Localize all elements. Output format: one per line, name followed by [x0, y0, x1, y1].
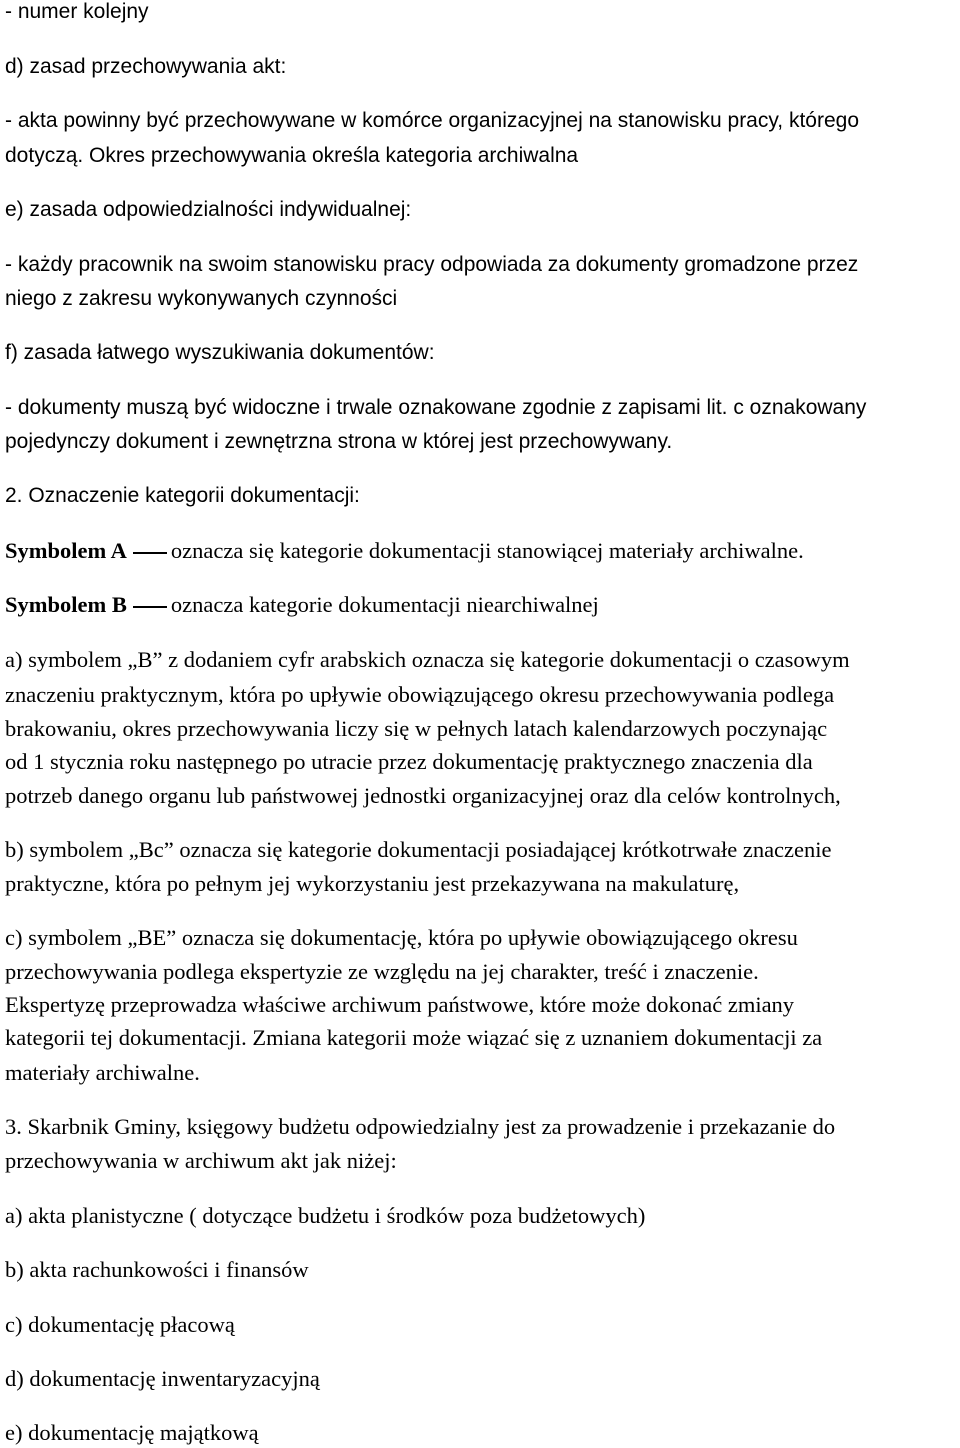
symbol-b-definition	[5, 593, 599, 617]
list-item: e) dokumentację majątkową	[5, 1420, 259, 1445]
section-d-heading: d) zasad przechowywania akt:	[5, 55, 287, 78]
section-3-heading: 3. Skarbnik Gminy, księgowy budżetu odpowiedzialny jest za prowadzenie i przekazanie do	[5, 1114, 836, 1139]
symbol-b-text: oznacza kategorie dokumentacji niearchiwalnej	[170, 592, 599, 617]
paragraph-line: praktyczne, która po pełnym jej wykorzystaniu jest przekazywana na makulaturę,	[5, 871, 740, 896]
list-item: c) dokumentację płacową	[5, 1312, 235, 1337]
paragraph-line: brakowaniu, okres przechowywania liczy się w pełnych latach kalendarzowych poczynając	[5, 716, 828, 741]
section-e-heading: e) zasada odpowiedzialności indywidualnej:	[5, 198, 412, 221]
paragraph-line: b) symbolem „Bc” oznacza się kategorie dokumentacji posiadającej krótkotrwałe znaczenie	[5, 837, 832, 862]
paragraph-line: c) symbolem „BE” oznacza się dokumentację, która po upływie obowiązującego okresu	[5, 925, 798, 950]
paragraph-line: przechowywania podlega ekspertyzie ze względu na jej charakter, treść i znaczenie.	[5, 959, 759, 984]
paragraph-line: kategorii tej dokumentacji. Zmiana kategorii może wiązać się z uznaniem dokumentacji za	[5, 1025, 823, 1050]
paragraph-line: potrzeb danego organu lub państwowej jednostki organizacyjnej oraz dla celów kontrolnych,	[5, 783, 841, 808]
paragraph-line: znaczeniu praktycznym, która po upływie obowiązującego okresu przechowywania podlega	[5, 682, 835, 707]
paragraph-line: - akta powinny być przechowywane w komórce organizacyjnej na stanowisku pracy, którego	[5, 109, 860, 132]
paragraph-line: przechowywania w archiwum akt jak niżej:	[5, 1148, 397, 1173]
paragraph-line: materiały archiwalne.	[5, 1060, 200, 1085]
section-f-heading: f) zasada łatwego wyszukiwania dokumentów:	[5, 341, 435, 364]
list-item-numer-kolejny: - numer kolejny	[5, 0, 149, 23]
paragraph-line: od 1 stycznia roku następnego po utracie przez dokumentację praktycznego znaczenia dla	[5, 749, 813, 774]
symbol-b-label: Symbolem B	[5, 592, 127, 617]
em-dash-rule	[133, 552, 167, 554]
list-item: b) akta rachunkowości i finansów	[5, 1257, 309, 1282]
section-2-heading: 2. Oznaczenie kategorii dokumentacji:	[5, 484, 360, 507]
list-item: a) akta planistyczne ( dotyczące budżetu i środków poza budżetowych)	[5, 1203, 646, 1228]
paragraph-line: niego z zakresu wykonywanych czynności	[5, 287, 398, 310]
paragraph-line: a) symbolem „B” z dodaniem cyfr arabskich oznacza się kategorie dokumentacji o czasowym	[5, 647, 850, 672]
paragraph-line: - każdy pracownik na swoim stanowisku pracy odpowiada za dokumenty gromadzone przez	[5, 253, 859, 276]
paragraph-line: dotyczą. Okres przechowywania określa kategoria archiwalna	[5, 144, 579, 167]
paragraph-line: pojedynczy dokument i zewnętrzna strona w której jest przechowywany.	[5, 430, 673, 453]
symbol-a-text: oznacza się kategorie dokumentacji stanowiącej materiały archiwalne.	[170, 538, 804, 563]
symbol-a-label: Symbolem A	[5, 538, 127, 563]
list-item: d) dokumentację inwentaryzacyjną	[5, 1366, 320, 1391]
em-dash-rule	[133, 606, 167, 608]
symbol-a-definition	[5, 539, 804, 563]
paragraph-line: - dokumenty muszą być widoczne i trwale oznakowane zgodnie z zapisami lit. c oznakowany	[5, 396, 867, 419]
paragraph-line: Ekspertyzę przeprowadza właściwe archiwum państwowe, które może dokonać zmiany	[5, 992, 795, 1017]
